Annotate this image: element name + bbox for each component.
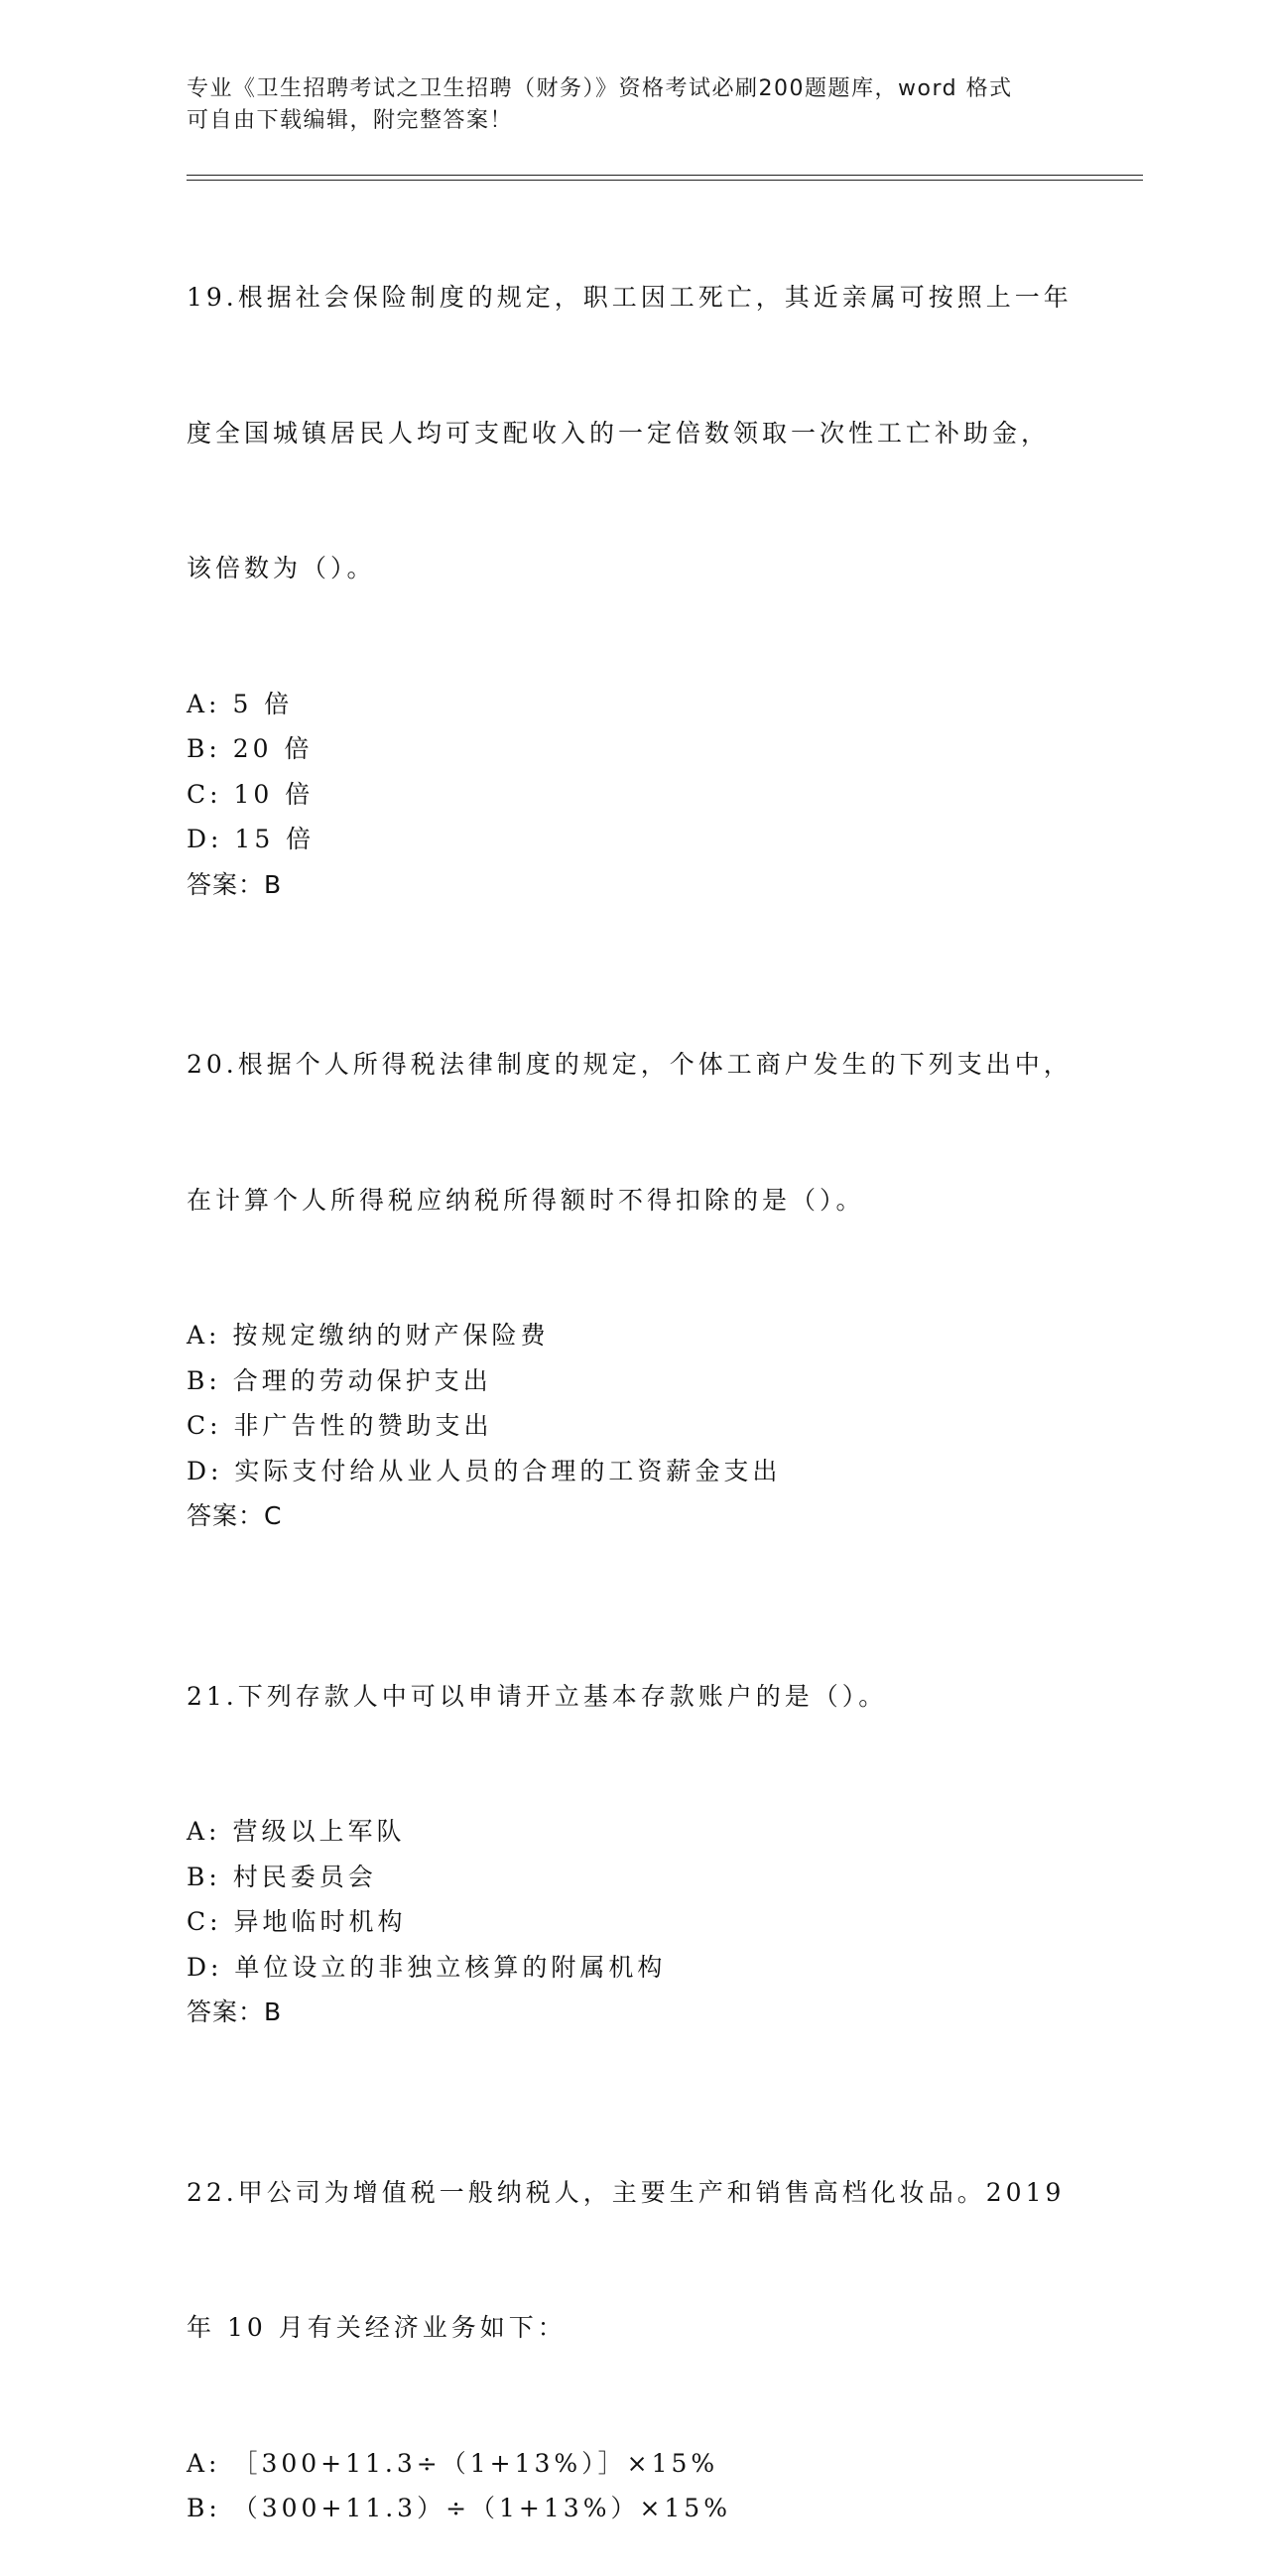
question-20 bbox=[187, 952, 1079, 1539]
option-text: 非广告性的赞助支出 bbox=[233, 1411, 493, 1440]
question-stem bbox=[187, 2080, 1079, 2441]
option-text: 合理的劳动保护支出 bbox=[232, 1365, 492, 1395]
option-label: B: bbox=[187, 734, 221, 763]
answer-line: 答案：B bbox=[187, 1997, 283, 2026]
answer-line: 答案：B bbox=[187, 869, 283, 899]
option-text: ［300+11.3÷（1+13%）］×15% bbox=[232, 2448, 719, 2478]
document-header bbox=[187, 73, 1060, 137]
option-label: B: bbox=[187, 1365, 221, 1395]
stem-line: 在计算个人所得税应纳税所得额时不得扣除的是（）。 bbox=[187, 1185, 865, 1215]
question-list bbox=[187, 185, 1079, 2576]
option-label: B: bbox=[187, 1862, 221, 1891]
option-text: 20 倍 bbox=[232, 734, 314, 763]
option-d bbox=[187, 817, 1079, 862]
header-divider-bottom bbox=[187, 180, 1143, 181]
option-text: 5 倍 bbox=[232, 689, 294, 718]
option-c bbox=[187, 772, 1079, 818]
option-label: C: bbox=[187, 1411, 222, 1440]
option-text: 村民委员会 bbox=[232, 1862, 377, 1891]
stem-line: 22.甲公司为增值税一般纳税人，主要生产和销售高档化妆品。2019 bbox=[187, 2177, 1066, 2207]
option-d bbox=[187, 1945, 1079, 1991]
stem-line: 年 10 月有关经济业务如下： bbox=[187, 2313, 567, 2342]
option-label: A: bbox=[187, 689, 221, 718]
option-text: 10 倍 bbox=[233, 779, 315, 809]
option-a bbox=[187, 682, 1079, 727]
option-label: A: bbox=[187, 1321, 221, 1350]
option-d bbox=[187, 1449, 1079, 1494]
stem-line: 度全国城镇居民人均可支配收入的一定倍数领取一次性工亡补助金， bbox=[187, 418, 1051, 448]
option-label: C: bbox=[187, 779, 222, 809]
header-divider-top bbox=[187, 175, 1143, 176]
option-label: C: bbox=[187, 1907, 222, 1936]
option-text: 单位设立的非独立核算的附属机构 bbox=[234, 1952, 667, 1982]
option-label: B: bbox=[187, 2494, 221, 2522]
option-b bbox=[187, 2486, 1079, 2531]
option-text: 15 倍 bbox=[234, 825, 316, 853]
option-text: （300+11.3）÷（1+13%）×15% bbox=[232, 2494, 731, 2522]
question-stem bbox=[187, 185, 1079, 682]
option-label: D: bbox=[187, 825, 223, 853]
option-a bbox=[187, 1313, 1079, 1358]
stem-line: 19.根据社会保险制度的规定，职工因工死亡，其近亲属可按照上一年 bbox=[187, 283, 1073, 312]
option-text: 异地临时机构 bbox=[233, 1907, 407, 1936]
option-b bbox=[187, 1358, 1079, 1404]
question-22 bbox=[187, 2080, 1079, 2531]
option-b bbox=[187, 726, 1079, 772]
question-stem bbox=[187, 952, 1079, 1313]
stem-line: 21.下列存款人中可以申请开立基本存款账户的是（）。 bbox=[187, 1681, 888, 1711]
option-label: D: bbox=[187, 1456, 223, 1485]
question-21 bbox=[187, 1584, 1079, 2035]
option-text: 按规定缴纳的财产保险费 bbox=[232, 1321, 550, 1350]
header-line-1: 专业《卫生招聘考试之卫生招聘（财务）》资格考试必刷200题题库，word 格式 bbox=[187, 76, 1013, 101]
option-label: A: bbox=[187, 1817, 221, 1846]
stem-line: 20.根据个人所得税法律制度的规定，个体工商户发生的下列支出中， bbox=[187, 1050, 1073, 1079]
option-a bbox=[187, 1809, 1079, 1855]
option-text: 营级以上军队 bbox=[232, 1817, 406, 1846]
option-label: D: bbox=[187, 1952, 223, 1982]
stem-line: 该倍数为（）。 bbox=[187, 554, 376, 582]
answer-line: 答案：C bbox=[187, 1501, 283, 1530]
header-line-2: 可自由下载编辑，附完整答案！ bbox=[187, 108, 514, 133]
option-text: 实际支付给从业人员的合理的工资薪金支出 bbox=[234, 1456, 782, 1485]
option-c bbox=[187, 1899, 1079, 1945]
question-19 bbox=[187, 185, 1079, 907]
option-label: A: bbox=[187, 2448, 221, 2478]
option-c bbox=[187, 1403, 1079, 1449]
question-stem bbox=[187, 1584, 1079, 1810]
option-a bbox=[187, 2441, 1079, 2487]
option-b bbox=[187, 1855, 1079, 1900]
